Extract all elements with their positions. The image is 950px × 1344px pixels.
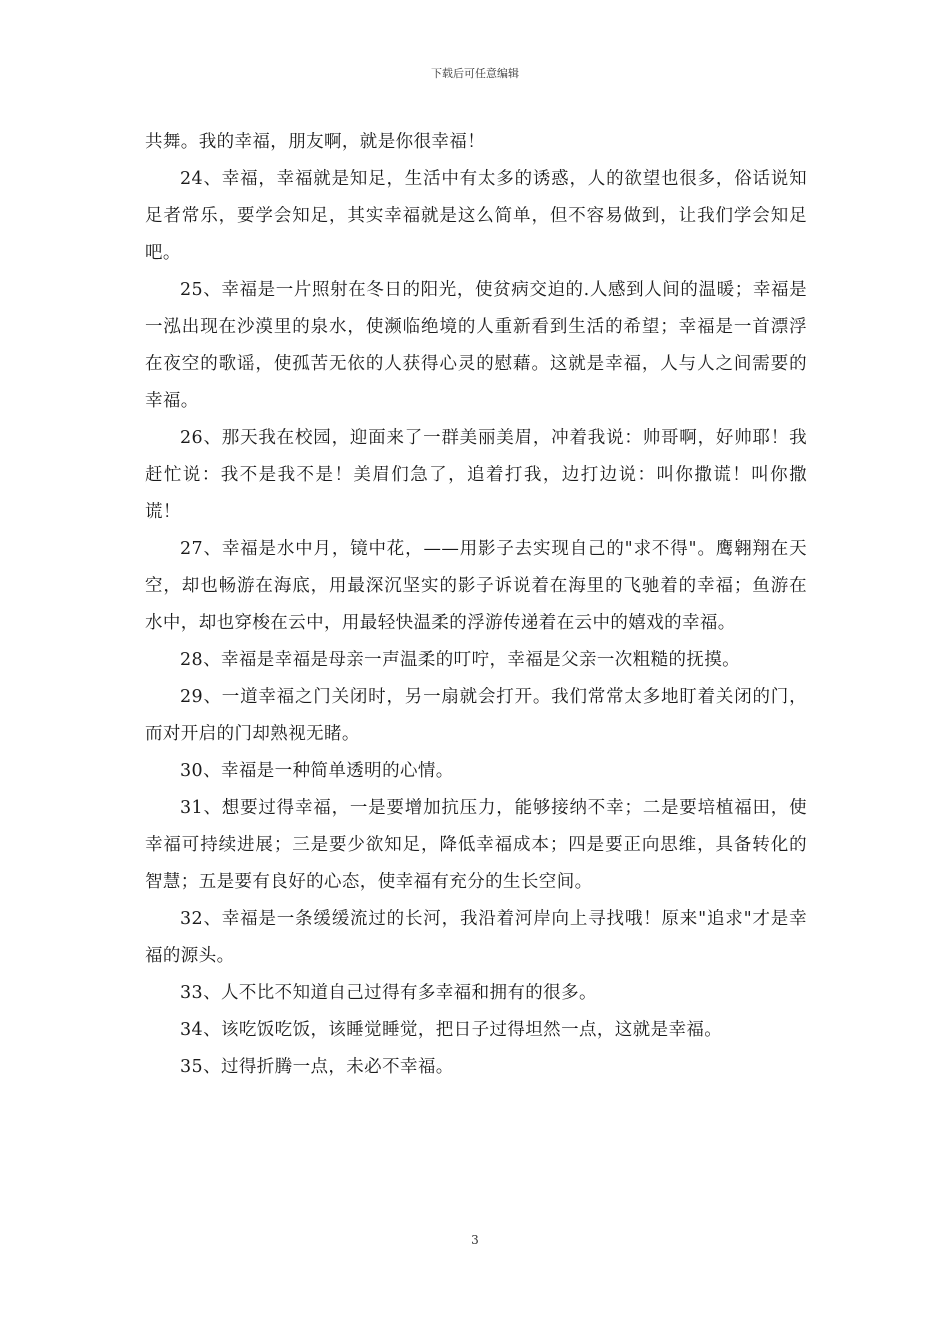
paragraph-29: 29、一道幸福之门关闭时，另一扇就会打开。我们常常太多地盯着关闭的门，而对开启的门却熟视无睹。: [145, 687, 807, 744]
document-body: [145, 124, 807, 1086]
paragraph-34: 34、该吃饭吃饭，该睡觉睡觉，把日子过得坦然一点，这就是幸福。: [180, 1020, 723, 1040]
paragraph-24: 24、幸福，幸福就是知足，生活中有太多的诱惑，人的欲望也很多，俗话说知足者常乐，要学会知足，其实幸福就是这么简单，但不容易做到，让我们学会知足吧。: [145, 169, 807, 263]
paragraph-27: 27、幸福是水中月，镜中花，——用影子去实现自己的"求不得"。鹰翱翔在天空，却也畅游在海底，用最深沉坚实的影子诉说着在海里的飞驰着的幸福；鱼游在水中，却也穿梭在云中，用最轻快温柔的浮游传递着在云中的嬉戏的幸福。: [145, 539, 807, 633]
page-header: 下载后可任意编辑: [431, 67, 519, 80]
paragraph-30: 30、幸福是一种简单透明的心情。: [180, 761, 454, 781]
page-number: 3: [471, 1233, 479, 1247]
paragraph-26: 26、那天我在校园，迎面来了一群美丽美眉，冲着我说：帅哥啊，好帅耶！我赶忙说：我不是我不是！美眉们急了，追着打我，边打边说：叫你撒谎！叫你撒谎！: [145, 428, 807, 522]
paragraph-continuation: 共舞。我的幸福，朋友啊，就是你很幸福！: [145, 132, 486, 152]
paragraph-35: 35、过得折腾一点，未必不幸福。: [180, 1057, 454, 1077]
paragraph-25: 25、幸福是一片照射在冬日的阳光，使贫病交迫的.人感到人间的温暖；幸福是一泓出现在沙漠里的泉水，使濒临绝境的人重新看到生活的希望；幸福是一首漂浮在夜空的歌谣，使孤苦无依的人获得心灵的慰藉。这就是幸福，人与人之间需要的幸福。: [145, 280, 807, 411]
paragraph-33: 33、人不比不知道自己过得有多幸福和拥有的很多。: [180, 983, 597, 1003]
paragraph-31: 31、想要过得幸福，一是要增加抗压力，能够接纳不幸；二是要培植福田，使幸福可持续进展；三是要少欲知足，降低幸福成本；四是要正向思维，具备转化的智慧；五是要有良好的心态，使幸福有充分的生长空间。: [145, 798, 807, 892]
paragraph-32: 32、幸福是一条缓缓流过的长河，我沿着河岸向上寻找哦！原来"追求"才是幸福的源头。: [145, 909, 807, 966]
paragraph-28: 28、幸福是幸福是母亲一声温柔的叮咛，幸福是父亲一次粗糙的抚摸。: [180, 650, 741, 670]
